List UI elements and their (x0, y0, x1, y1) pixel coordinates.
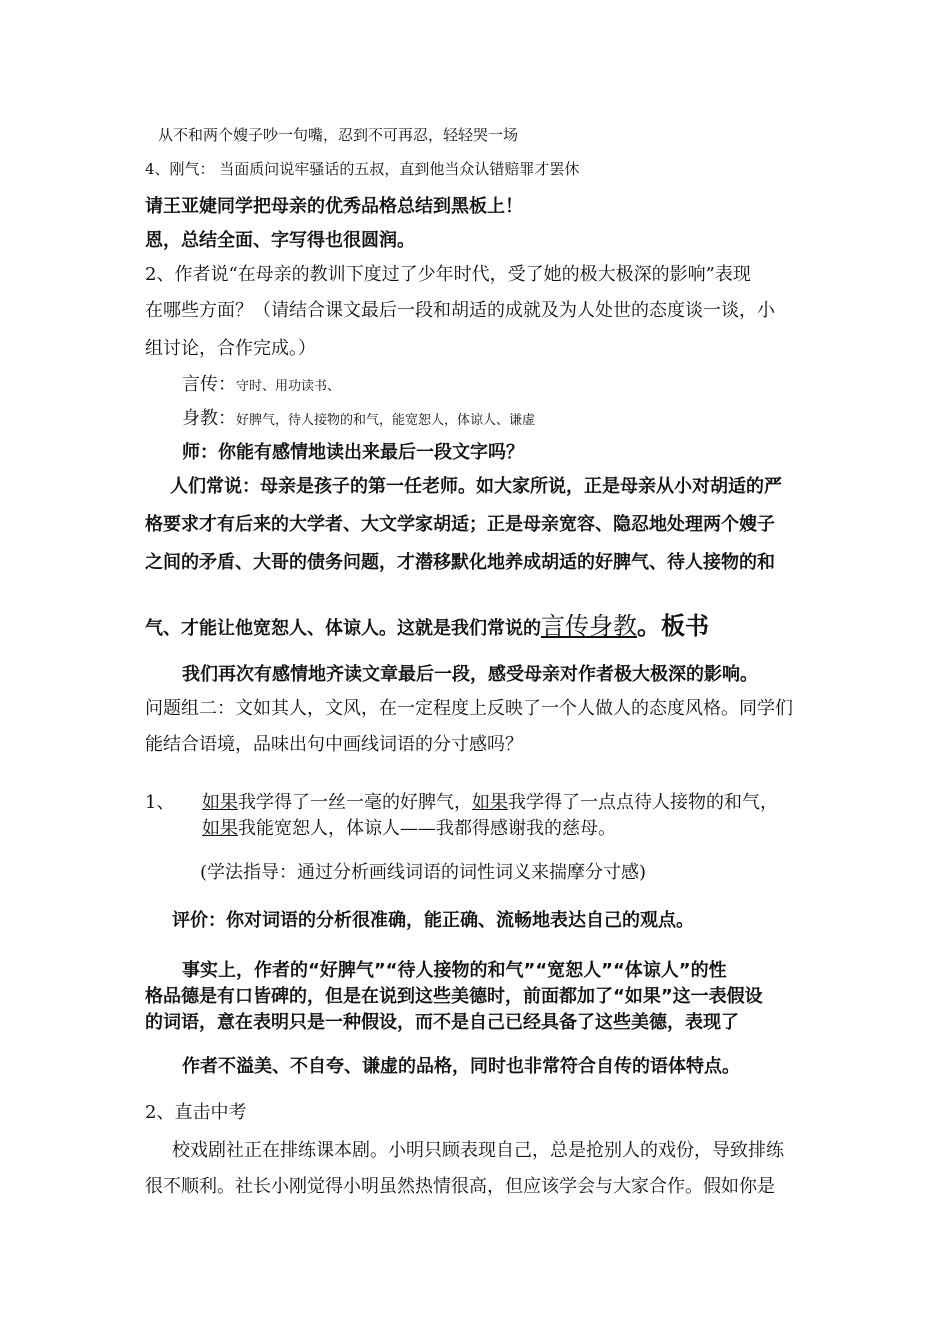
underlined-word: 如果 (472, 792, 508, 813)
text-line (182, 408, 535, 430)
text-line: 校戏剧社正在排练课本剧。小明只顾表现自己，总是抢别人的戏份，导致排练 (172, 1140, 784, 1161)
text-shenjiao: 好脾气，待人接物的和气，能宽恕人，体谅人、谦虚 (236, 413, 536, 428)
text-line: 人们常说：母亲是孩子的第一任老师。如大家所说，正是母亲从小对胡适的严 (170, 476, 782, 497)
text-line: 恩，总结全面、字写得也很圆润。 (145, 230, 415, 251)
text-line: 我们再次有感情地齐读文章最后一段，感受母亲对作者极大极深的影响。 (182, 664, 758, 685)
text-segment: 我学得了一丝一毫的好脾气， (238, 792, 472, 813)
text-line: 评价：你对词语的分析很准确，能正确、流畅地表达自己的观点。 (172, 910, 694, 931)
text-banshu: 。板书 (637, 612, 709, 640)
text-line (182, 374, 340, 396)
underlined-word: 如果 (202, 792, 238, 813)
text-line: 问题组二：文如其人，文风，在一定程度上反映了一个人做人的态度风格。同学们 (145, 698, 793, 719)
underlined-word: 如果 (202, 818, 238, 839)
text-segment: 气、才能让他宽恕人、体谅人。这就是我们常说的 (145, 618, 541, 639)
text-line: 很不顺利。社长小刚觉得小明虽然热情很高，但应该学会与大家合作。假如你是 (145, 1176, 775, 1197)
text-line: 在哪些方面？（请结合课文最后一段和胡适的成就及为人处世的态度谈一谈，小 (145, 300, 775, 321)
text-yanchuan: 守时、用功读书、 (236, 379, 341, 394)
keyword-yanchuanshenjiao: 言传身教 (541, 612, 637, 640)
text-segment: 我能宽恕人，体谅人——我都得感谢我的慈母。 (238, 818, 616, 839)
quote-line (202, 818, 616, 840)
text-line: 2、作者说“在母亲的教训下度过了少年时代，受了她的极大极深的影响”表现 (145, 264, 751, 285)
text-line: 的词语，意在表明只是一种假设，而不是自己已经具备了这些美德，表现了 (145, 1012, 739, 1033)
quote-line (202, 792, 778, 814)
text-line (145, 612, 709, 641)
text-segment: 我学得了一点点待人接物的和气， (508, 792, 778, 813)
text-line: 之间的矛盾、大哥的债务问题，才潜移默化地养成胡适的好脾气、待人接物的和 (145, 552, 775, 573)
label-shenjiao: 身教： (182, 408, 236, 429)
item-number: 1、 (145, 792, 175, 813)
text-line: 从不和两个嫂子吵一句嘴，忍到不可再忍，轻轻哭一场 (158, 126, 519, 144)
label-yanchuan: 言传： (182, 374, 236, 395)
text-line: 作者不溢美、不自夸、谦虚的品格，同时也非常符合自传的语体特点。 (182, 1056, 740, 1077)
text-line: 2、直击中考 (145, 1102, 247, 1123)
text-line: 师：你能有感情地读出来最后一段文字吗？ (182, 442, 524, 463)
text-line: 组讨论，合作完成。） (145, 338, 316, 359)
text-line: 格品德是有口皆碑的，但是在说到这些美德时，前面都加了“如果”这一表假设 (145, 986, 763, 1007)
text-line: 4、刚气： 当面质问说牢骚话的五叔，直到他当众认错赔罪才罢休 (145, 160, 580, 178)
text-line: (学法指导：通过分析画线词语的词性词义来揣摩分寸感) (200, 862, 647, 883)
text-line: 能结合语境，品味出句中画线词语的分寸感吗？ (145, 734, 523, 755)
text-line: 请王亚婕同学把母亲的优秀品格总结到黑板上！ (145, 196, 523, 217)
text-line: 格要求才有后来的大学者、大文学家胡适；正是母亲宽容、隐忍地处理两个嫂子 (145, 514, 775, 535)
text-line: 事实上，作者的“好脾气”“待人接物的和气”“宽恕人”“体谅人”的性 (182, 960, 727, 981)
